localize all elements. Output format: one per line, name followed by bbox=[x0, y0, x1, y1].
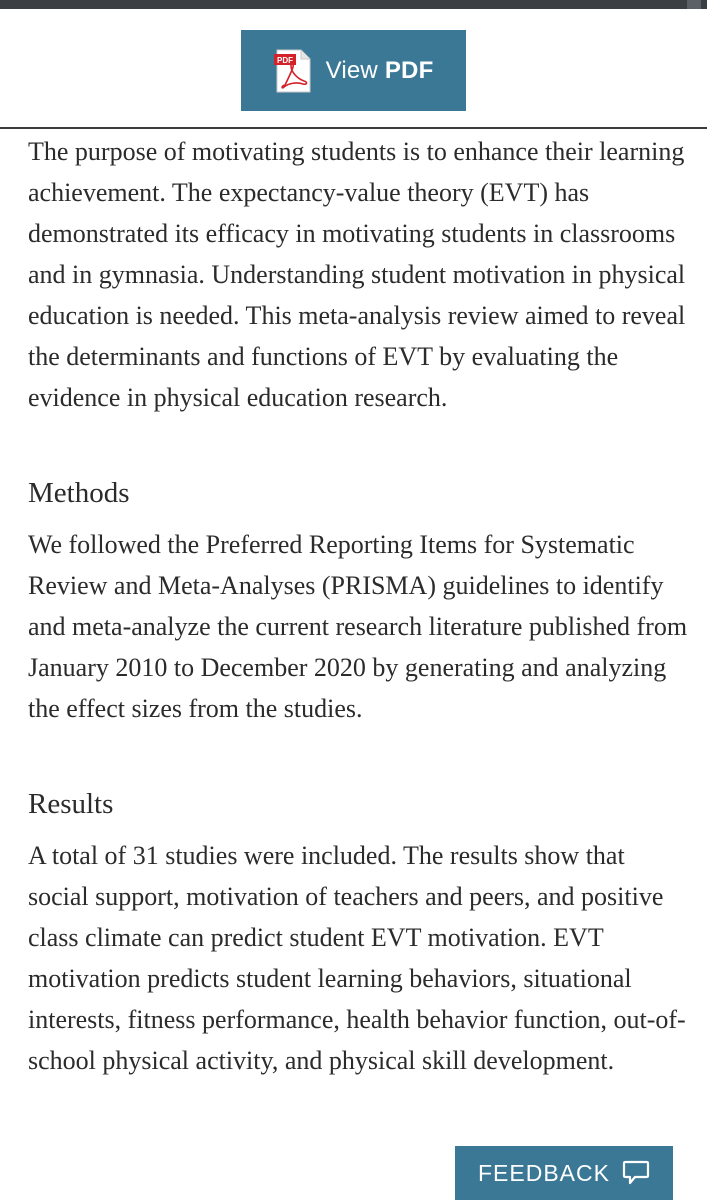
methods-heading: Methods bbox=[28, 477, 130, 509]
intro-paragraph: The purpose of motivating students is to enhance their learning achievement. The expectancy-value theory (EVT) has demonstrated its efficacy in motivating students in classrooms and in gymnasia. Understanding student motivation in physical education is needed. This meta-analysis review aimed to reveal the determinants and functions of EVT by evaluating the evidence in physical education research. bbox=[28, 137, 686, 412]
pdf-icon-text: PDF bbox=[276, 55, 293, 65]
pdf-label-text: PDF bbox=[384, 56, 434, 84]
scrollbar-thumb[interactable] bbox=[687, 0, 701, 9]
results-heading: Results bbox=[28, 788, 114, 820]
results-paragraph: A total of 31 studies were included. The results show that social support, motivation of teachers and peers, and positive class climate can predict student EVT motivation. EVT motivation predicts student learning behaviors, situational interests, fitness performance, health behavior function, out-of-school physical activity, and physical skill development. bbox=[28, 841, 686, 1075]
methods-paragraph: We followed the Preferred Reporting Items for Systematic Review and Meta-Analyses (PRISMA) guidelines to identify and meta-analyze the current research literature published from January 2010 to December 2020 by generating and analyzing the effect sizes from the studies. bbox=[28, 530, 688, 723]
view-label-text: View bbox=[325, 56, 378, 84]
view-pdf-button[interactable] bbox=[241, 30, 466, 111]
article-abstract bbox=[28, 131, 688, 1081]
view-pdf-label bbox=[326, 57, 434, 85]
browser-top-bar bbox=[0, 0, 707, 9]
pdf-toolbar bbox=[0, 9, 707, 129]
feedback-label: FEEDBACK bbox=[478, 1159, 610, 1186]
feedback-button[interactable] bbox=[455, 1146, 673, 1200]
pdf-file-icon bbox=[274, 49, 312, 93]
speech-bubble-icon bbox=[622, 1160, 650, 1186]
